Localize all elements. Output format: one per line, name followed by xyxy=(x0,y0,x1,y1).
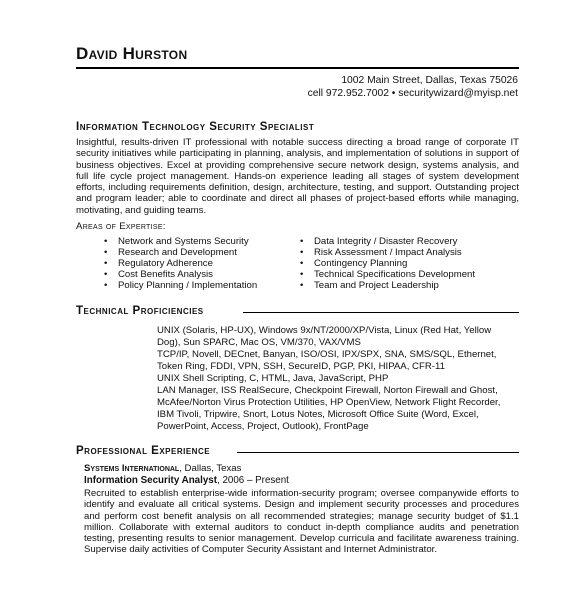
bullet-icon: • xyxy=(300,258,304,270)
list-item: • Team and Project Leadership xyxy=(300,280,439,292)
bullet-icon: • xyxy=(104,258,108,270)
expertise-label: Areas of Expertise: xyxy=(76,221,166,232)
list-item: • Data Integrity / Disaster Recovery xyxy=(300,236,458,247)
experience-title: Professional Experience xyxy=(76,445,211,457)
expertise-list-right xyxy=(300,236,475,291)
bullet-icon: • xyxy=(300,247,304,259)
tech-value: UNIX Shell Scripting, C, HTML, Java, JavaScript, PHP xyxy=(157,373,389,384)
company-name: Systems International xyxy=(84,463,180,474)
contact-block xyxy=(308,74,518,100)
bullet-icon: • xyxy=(104,236,108,247)
job-title-line xyxy=(84,475,289,486)
bullet-icon: • xyxy=(300,269,304,281)
contact-line: cell 972.952.7002 • securitywizard@myisp.net xyxy=(307,88,518,99)
summary-paragraph: Insightful, results-driven IT professional with notable success directing a broad range of corporate IT security initiatives while participating in planning, analysis, and implementation of solutions in support of business objectives. Excel at providing comprehensive secure network design, systems analysis, and full life cycle project management. Hands-on experience leading all stages of system development efforts, including requirements definition, design, architecture, testing, and support. Outstanding project and program leader; able to coordinate and direct all phases of project-based efforts while managing, motivating, and guiding teams. xyxy=(76,137,519,216)
tech-value: LAN Manager, ISS RealSecure, Checkpoint Firewall, Norton Firewall and Ghost, McAfee/Norton Virus Protection Utilities, HP OpenView, Network Flight Recorder, IBM Tivoli, Tripwire, Snort, Lotus Notes, Microsoft Office Suite (Word, Excel, PowerPoint, Access, Project, Outlook), FrontPage xyxy=(157,385,501,432)
list-item: • Risk Assessment / Impact Analysis xyxy=(300,247,462,259)
expertise-list-left xyxy=(104,236,257,291)
list-item: • Network and Systems Security xyxy=(104,236,249,247)
list-item: • Technical Specifications Development xyxy=(300,269,476,281)
tech-value: TCP/IP, Novell, DECnet, Banyan, ISO/OSI, IPX/SPX, SNA, SMS/SQL, Ethernet, Token Ring, FDDI, VPN, SSH, SecureID, PGP, PKI, HIPAA, CFR-11 xyxy=(157,349,497,372)
bullet-icon: • xyxy=(104,269,108,281)
list-item: • Contingency Planning xyxy=(300,258,408,270)
address-line: 1002 Main Street, Dallas, Texas 75026 xyxy=(341,75,518,86)
job-description: Recruited to establish enterprise-wide information-security program; oversee companywide efforts to identify and evaluate all critical systems. Design and implement security processes and procedures and perform cost benefit analysis on all recommended strategies; manage security budget of $1.1 million. Collaborate with external auditors to conduct in-depth compliance audits and penetration testing, presenting results to senior management. Develop curricula and facilitate awareness training. Supervise daily activities of Computer Security Assistant and Internet Administrator. xyxy=(84,488,519,556)
experience-rule xyxy=(237,452,519,453)
tech-value: UNIX (Solaris, HP-UX), Windows 9x/NT/2000/XP/Vista, Linux (Red Hat, Yellow Dog), Sun SPARC, Mac OS, VM/370, VAX/VMS xyxy=(157,325,492,348)
job-title: Information Security Analyst xyxy=(84,475,218,486)
list-item: • Regulatory Adherence xyxy=(104,258,213,270)
list-item: • Research and Development xyxy=(104,247,237,259)
header-rule xyxy=(76,67,519,69)
job-dates: , 2006 – Present xyxy=(217,475,289,486)
company-location: , Dallas, Texas xyxy=(179,463,242,474)
job-company-line xyxy=(84,463,241,474)
list-item: • Policy Planning / Implementation xyxy=(104,280,258,292)
candidate-name: David Hurston xyxy=(76,44,188,63)
technical-rule xyxy=(243,312,519,313)
objective-title: Information Technology Security Specialist xyxy=(76,121,315,133)
technical-title: Technical Proficiencies xyxy=(76,305,204,317)
bullet-icon: • xyxy=(300,280,304,292)
bullet-icon: • xyxy=(104,247,108,259)
list-item: • Cost Benefits Analysis xyxy=(104,269,213,281)
bullet-icon: • xyxy=(104,280,108,292)
bullet-icon: • xyxy=(300,236,304,247)
